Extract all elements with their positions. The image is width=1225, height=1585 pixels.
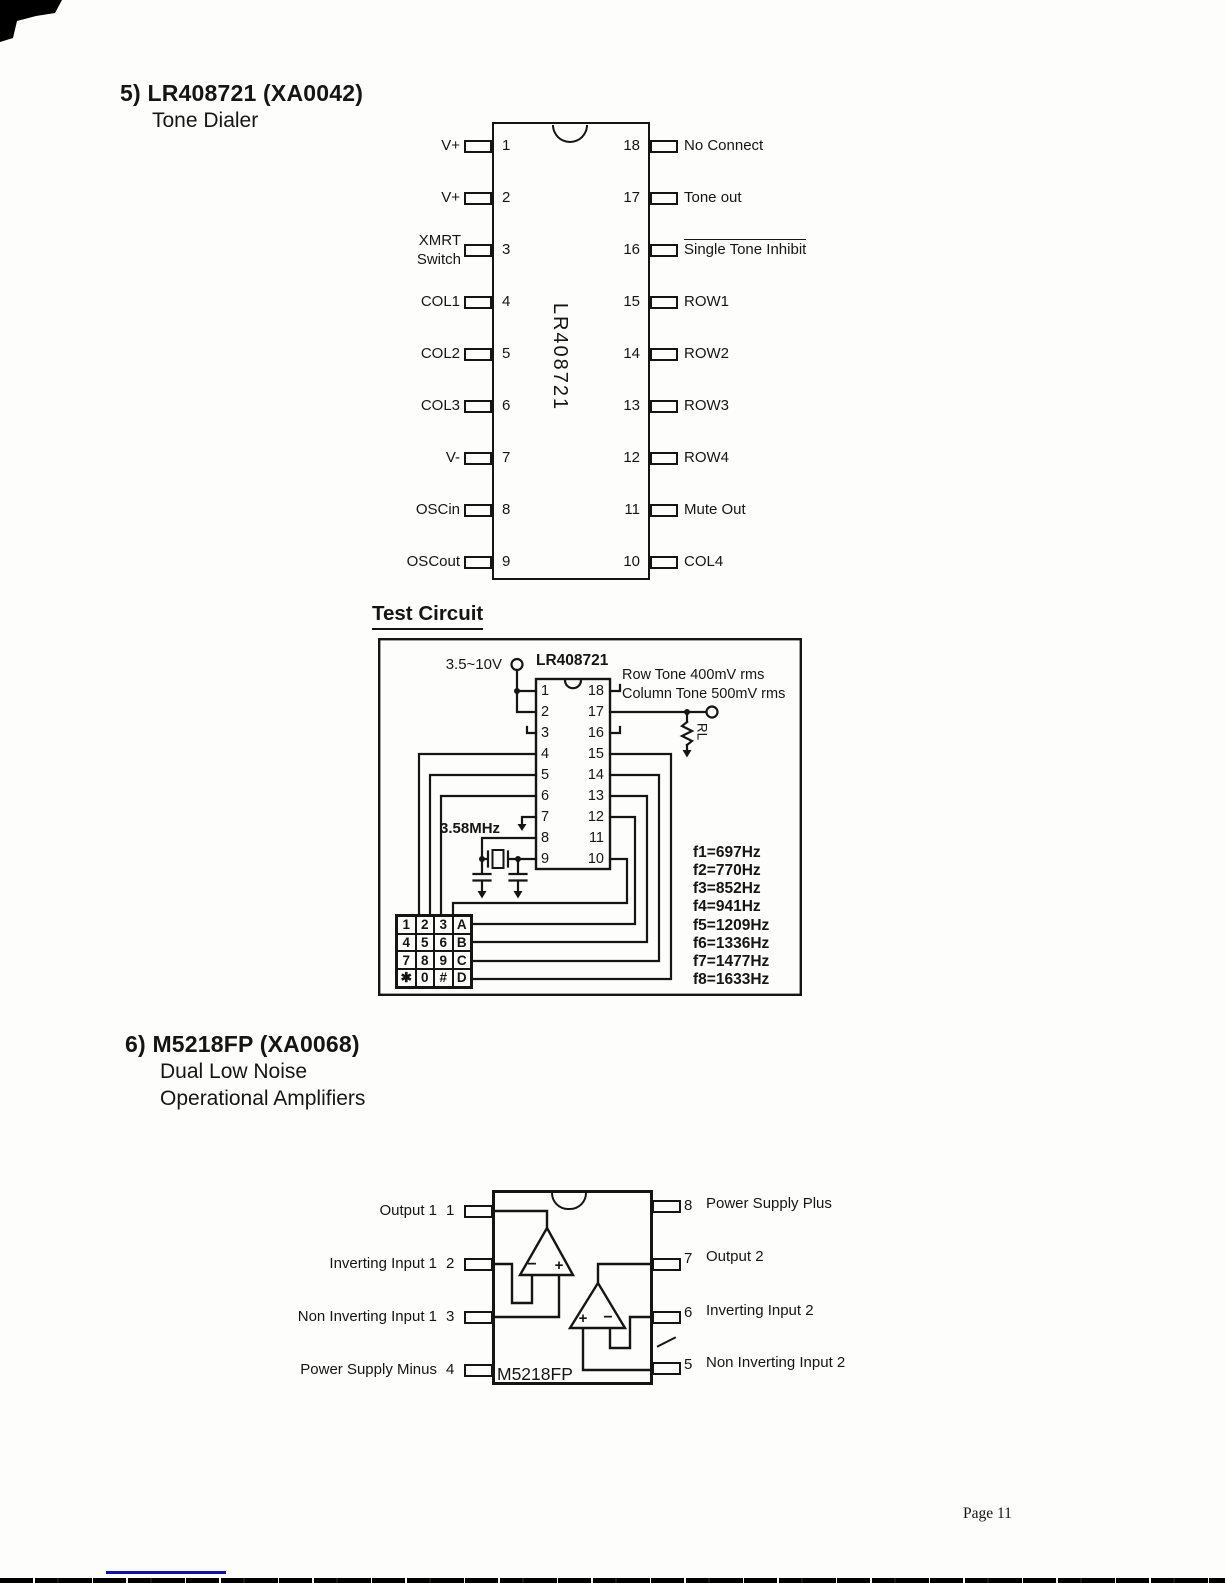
pin-label: COL3	[420, 397, 460, 414]
pin-label: Inverting Input 1	[329, 1255, 437, 1272]
keypad-key: 8	[416, 951, 435, 969]
tc-pin-number: 2	[541, 704, 550, 720]
pin-number: 1	[446, 1202, 455, 1219]
tc-pin-number: 18	[587, 683, 604, 699]
tc-pin-number: 5	[541, 767, 550, 783]
keypad-key: #	[434, 969, 453, 987]
opamp2-inverting-sign: −	[603, 1309, 613, 1326]
pin-label: Non Inverting Input 2	[706, 1354, 846, 1371]
pin-label: COL1	[420, 293, 460, 310]
pin-label: ROW2	[684, 345, 729, 362]
dip18-pin2-rect	[464, 192, 492, 205]
keypad-key: 3	[434, 916, 453, 934]
pin-label: ROW3	[684, 397, 729, 414]
pin-label: COL2	[420, 345, 460, 362]
page-number: Page 11	[963, 1505, 1012, 1522]
pin-number: 4	[502, 293, 511, 310]
dip18-pin15-rect	[650, 296, 678, 309]
pin-number: 12	[623, 449, 640, 466]
pin-label-overlined: Single Tone Inhibit	[684, 241, 807, 258]
pin-number: 3	[502, 241, 511, 258]
crystal-label: 3.58MHz	[440, 820, 501, 837]
frequency-item: f3=852Hz	[693, 880, 761, 897]
dip18-pin13-rect	[650, 400, 678, 413]
dip18-pin11-rect	[650, 504, 678, 517]
pin-number: 2	[502, 189, 511, 206]
load-resistor-label: RL	[694, 722, 710, 741]
pin-number: 10	[623, 553, 640, 570]
pin-label: COL4	[684, 553, 724, 570]
frequency-item: f7=1477Hz	[693, 953, 770, 970]
output-note-line1: Row Tone 400mV rms	[622, 667, 765, 683]
tc-pin-number: 1	[541, 683, 550, 699]
opamp1-noninverting-sign: +	[554, 1257, 564, 1274]
pin-number: 14	[623, 345, 640, 362]
pin-number: 13	[623, 397, 640, 414]
section6-heading: 6) M5218FP (XA0068)	[125, 1031, 360, 1057]
keypad-key: D	[453, 969, 472, 987]
tc-pin-number: 9	[541, 851, 550, 867]
pin-label: No Connect	[684, 137, 764, 154]
keypad-key: 5	[416, 934, 435, 952]
footer-blue-line	[106, 1571, 226, 1574]
section6-subheading-line1: Dual Low Noise	[160, 1060, 308, 1083]
m5218fp-internal-schematic	[492, 1190, 653, 1385]
keypad-key: 2	[416, 916, 435, 934]
pin-label: Output 1	[379, 1202, 437, 1219]
pin-number: 4	[446, 1361, 455, 1378]
keypad-key: 9	[434, 951, 453, 969]
dip18-pin14-rect	[650, 348, 678, 361]
dip18-pin16-rect	[650, 244, 678, 257]
tc-pin-number: 10	[587, 851, 604, 867]
dip18-pin9-rect	[464, 556, 492, 569]
dip18-pin7-rect	[464, 452, 492, 465]
frequency-item: f1=697Hz	[693, 844, 761, 861]
tc-pin-number: 13	[587, 788, 604, 804]
frequency-item: f8=1633Hz	[693, 971, 770, 988]
keypad-key: 0	[416, 969, 435, 987]
pin-number: 17	[623, 189, 640, 206]
tc-pin-number: 8	[541, 830, 550, 846]
dip18-pin3-rect	[464, 244, 492, 257]
section6-subheading-line2: Operational Amplifiers	[160, 1087, 366, 1110]
dip18-pin1-rect	[464, 140, 492, 153]
dip18-pin5-rect	[464, 348, 492, 361]
pin-number: 5	[502, 345, 511, 362]
tc-pin-number: 12	[587, 809, 604, 825]
frequency-item: f4=941Hz	[693, 898, 761, 915]
m5218fp-package-label: M5218FP	[497, 1364, 573, 1384]
dip18-pin18-rect	[650, 140, 678, 153]
m5218-pin7-rect	[652, 1258, 681, 1271]
scan-stray-mark	[657, 1336, 677, 1348]
pin-label: Non Inverting Input 1	[297, 1308, 437, 1325]
section5-subheading: Tone Dialer	[152, 109, 259, 132]
m5218-pin4-rect	[464, 1364, 493, 1377]
pin-label: OSCout	[406, 553, 460, 570]
tc-pin-number: 17	[587, 704, 604, 720]
tc-pin-number: 15	[587, 746, 604, 762]
tc-pin-number: 4	[541, 746, 550, 762]
test-circuit-title: Test Circuit	[372, 602, 483, 630]
tc-pin-number: 7	[541, 809, 550, 825]
pin-label: ROW1	[684, 293, 729, 310]
pin-number: 7	[684, 1250, 693, 1267]
pin-number: 5	[684, 1356, 693, 1373]
pin-number: 16	[623, 241, 640, 258]
keypad-key: 6	[434, 934, 453, 952]
dip18-pin17-rect	[650, 192, 678, 205]
opamp1-inverting-sign: −	[527, 1256, 537, 1273]
m5218-pin5-rect	[652, 1362, 681, 1375]
pin-number: 7	[502, 449, 511, 466]
tc-pin-number: 16	[587, 725, 604, 741]
pin-label: Inverting Input 2	[706, 1302, 814, 1319]
pin-number: 1	[502, 137, 511, 154]
dip18-pin6-rect	[464, 400, 492, 413]
section5-heading: 5) LR408721 (XA0042)	[120, 80, 364, 106]
pin-number: 18	[623, 137, 640, 154]
pin-label: Output 2	[706, 1248, 764, 1265]
opamp2-noninverting-sign: +	[578, 1310, 588, 1327]
tc-pin-number: 11	[588, 830, 604, 846]
tc-pin-number: 14	[587, 767, 604, 783]
scan-corner-artifact	[0, 0, 70, 48]
m5218-pin8-rect	[652, 1200, 681, 1213]
keypad-key: B	[453, 934, 472, 952]
pin-label: Power Supply Minus	[300, 1361, 437, 1378]
pin-number: 9	[502, 553, 511, 570]
pin-number: 15	[623, 293, 640, 310]
keypad-key: 4	[397, 934, 416, 952]
keypad-key: ✱	[397, 969, 416, 987]
frequency-item: f2=770Hz	[693, 862, 761, 879]
keypad-key: 1	[397, 916, 416, 934]
test-chip-label: LR408721	[536, 652, 609, 669]
m5218-pin2-rect	[464, 1258, 493, 1271]
output-note-line2: Column Tone 500mV rms	[622, 686, 786, 702]
dip18-pin4-rect	[464, 296, 492, 309]
pin-number: 2	[446, 1255, 455, 1272]
pin-label: Power Supply Plus	[706, 1195, 832, 1212]
pin-label: XMRT Switch	[416, 232, 461, 268]
scan-noise-bar	[0, 1578, 1225, 1583]
keypad-key: 7	[397, 951, 416, 969]
pin-label: V-	[445, 449, 460, 466]
pin-label: Tone out	[684, 189, 742, 206]
pin-label: ROW4	[684, 449, 729, 466]
dip18-pin10-rect	[650, 556, 678, 569]
dip18-chip-label: LR408721	[549, 302, 571, 412]
pin-number: 3	[446, 1308, 455, 1325]
pin-number: 6	[684, 1304, 693, 1321]
m5218-pin6-rect	[652, 1311, 681, 1324]
dip18-pin12-rect	[650, 452, 678, 465]
pin-number: 8	[502, 501, 511, 518]
m5218-pin3-rect	[464, 1311, 493, 1324]
pin-label: V+	[441, 137, 460, 154]
m5218-pin1-rect	[464, 1205, 493, 1218]
keypad-matrix	[395, 914, 473, 989]
supply-voltage-label: 3.5~10V	[445, 656, 502, 673]
pin-label: V+	[441, 189, 460, 206]
frequency-item: f5=1209Hz	[693, 917, 770, 934]
pin-number: 8	[684, 1197, 693, 1214]
pin-number: 11	[624, 501, 640, 518]
keypad-key: A	[453, 916, 472, 934]
keypad-key: C	[453, 951, 472, 969]
tc-pin-number: 6	[541, 788, 550, 804]
dip18-pin8-rect	[464, 504, 492, 517]
tc-pin-number: 3	[541, 725, 550, 741]
pin-label: Mute Out	[684, 501, 746, 518]
pin-label: OSCin	[415, 501, 460, 518]
frequency-item: f6=1336Hz	[693, 935, 770, 952]
pin-number: 6	[502, 397, 511, 414]
